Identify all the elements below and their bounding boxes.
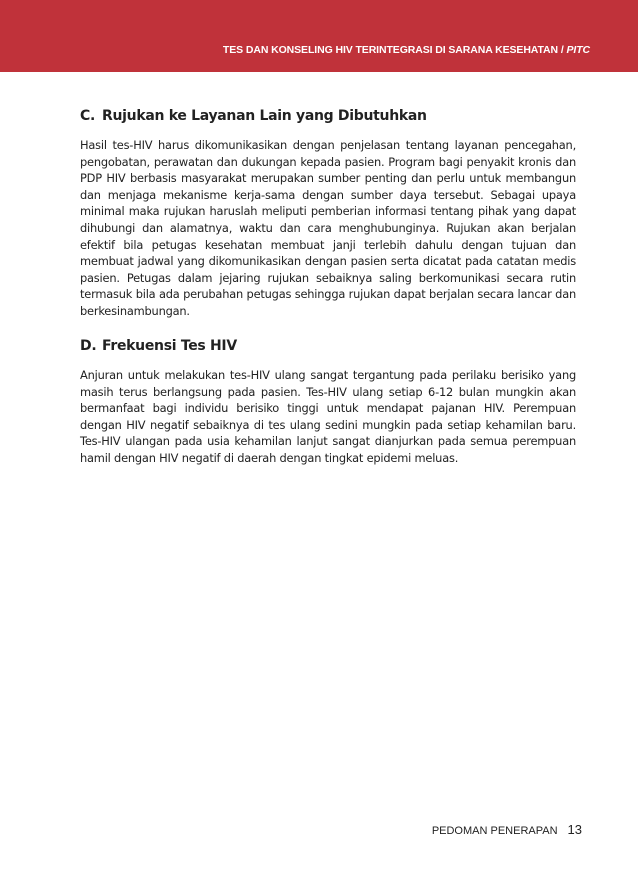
section-title: Rujukan ke Layanan Lain yang Dibutuhkan: [102, 108, 427, 124]
section-body: Anjuran untuk melakukan tes-HIV ulang sangat tergantung pada perilaku berisiko yang masih terus berlangsung pada pasien. Tes-HIV ulang setiap 6-12 bulan mungkin akan bermanfaat bagi individu berisiko tinggi untuk mendapat pajanan HIV. Perempuan dengan HIV negatif sebaiknya di tes ulang sedini mungkin pada setiap kehamilan baru. Tes-HIV ulangan pada usia kehamilan lanjut sangat dianjurkan pada semua perempuan hamil dengan HIV negatif di daerah dengan tingkat epidemi meluas.: [80, 368, 576, 465]
section-letter: C.: [80, 108, 95, 124]
footer-label: PEDOMAN PENERAPAN: [431, 825, 558, 837]
running-header-abbrev: PITC: [566, 44, 590, 56]
section-body: Hasil tes-HIV harus dikomunikasikan dengan penjelasan tentang layanan pencegahan, pengobatan, perawatan dan dukungan kepada pasien. Program bagi penyakit kronis dan PDP HIV berbasis masyarakat merupakan sumber penting dan perlu untuk membangun dan menjaga mekanisme kerja-sama dengan sumber daya tersebut. Sebagai upaya minimal maka rujukan haruslah meliputi pemberian informasi tentang pihak yang dapat dihubungi dan alamatnya, waktu dan cara menghubunginya. Rujukan akan berjalan efektif bila petugas kesehatan membuat janji terlebih dahulu dengan tujuan dan membuat jadwal yang dikomunikasikan dengan pasien serta dicatat pada catatan medis pasien. Petugas dalam jejaring rujukan sebaiknya saling berkomunikasi secara rutin termasuk bila ada perubahan petugas sehingga rujukan dapat berjalan secara lancar dan berkesinambungan.: [80, 138, 576, 318]
running-header-separator: /: [558, 44, 567, 56]
section-title: Frekuensi Tes HIV: [102, 338, 237, 354]
page-number: 13: [567, 822, 582, 837]
section-heading: [80, 108, 576, 124]
page-footer: [432, 822, 582, 837]
running-header: [223, 44, 590, 56]
running-header-title: TES DAN KONSELING HIV TERINTEGRASI DI SARANA KESEHATAN: [222, 44, 559, 56]
section-heading: [80, 338, 576, 354]
section-letter: D.: [80, 338, 97, 354]
header-band: [0, 0, 638, 72]
